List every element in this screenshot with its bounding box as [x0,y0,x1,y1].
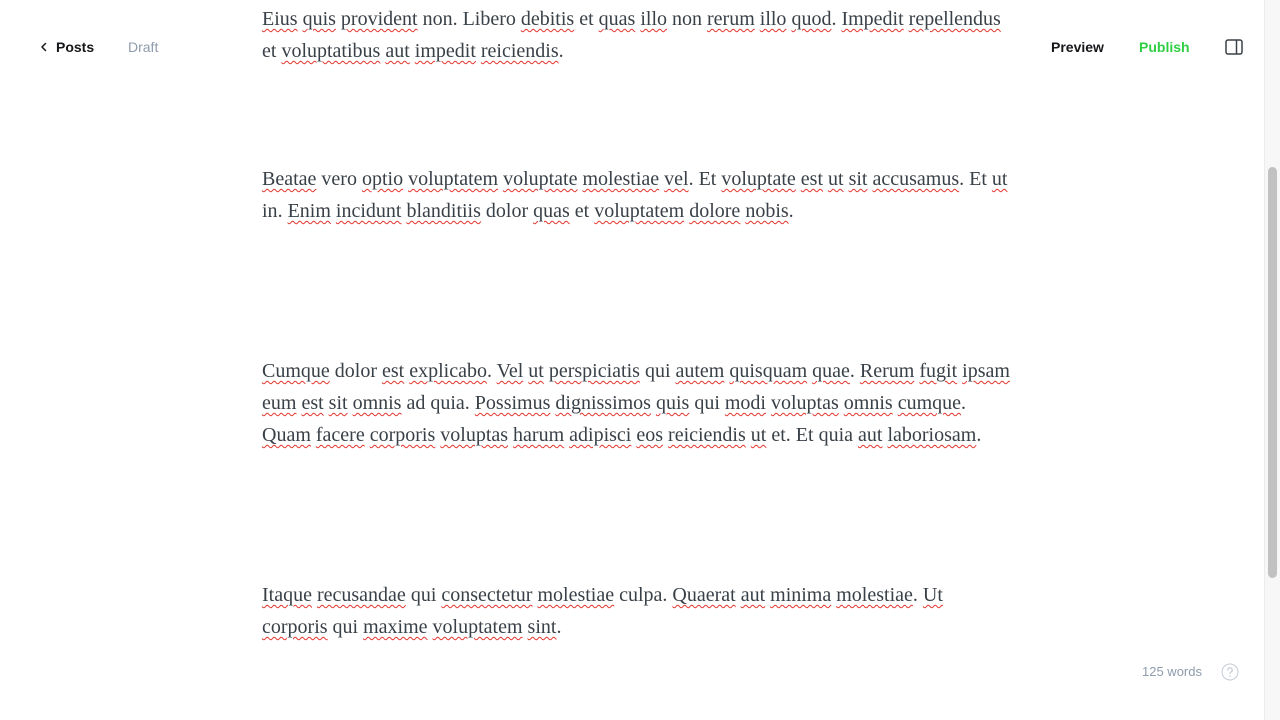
word: modi [724,392,766,414]
word: illo [759,8,787,30]
word: qui [332,616,359,638]
word: minima [770,584,832,606]
word: Possimus [474,392,551,414]
word: Quam [262,424,311,446]
word: molestiae [582,168,660,190]
word: aut [858,424,883,446]
word: et [771,424,786,446]
word: ut [528,360,544,382]
word: Libero [462,8,516,30]
word: incidunt [335,200,402,222]
word: ut [828,168,844,190]
word: Impedit [841,8,904,30]
word: omnis [352,392,402,414]
word: Et [969,168,987,190]
word: facere [315,424,365,446]
word: Vel [496,360,524,382]
word: adipisci [569,424,632,446]
word: culpa [619,584,663,606]
word: qui [410,584,437,606]
word: reiciendis [668,424,746,446]
settings-panel-toggle[interactable] [1224,37,1244,57]
word: ipsam [962,360,1010,382]
word: quia [430,392,465,414]
paragraph-1[interactable]: Eius quis provident non. Libero debitis et quas illo non rerum illo quod. Impedit repellendus et voluptatibus aut impedit reiciendis. [262,8,1001,62]
sidebar-toggle-icon [1225,39,1243,55]
word: Rerum [859,360,915,382]
word: sint [527,616,557,638]
scrollbar-thumb[interactable] [1268,167,1277,578]
word: ut [750,424,767,446]
word: sit [848,168,868,190]
word: voluptas [440,424,509,446]
word: qui [694,392,720,414]
word: Enim [287,200,331,222]
word: Ut [922,584,943,606]
word: ut [991,168,1008,190]
word: quae [812,360,850,382]
word: Eius [262,8,298,30]
word: eum [262,392,297,414]
word: vero [321,168,357,190]
back-link-label: Posts [56,39,95,55]
word: fugit [919,360,958,382]
word: molestiae [836,584,913,606]
word: repellendus [908,8,1001,30]
word: optio [361,168,404,190]
preview-button[interactable]: Preview [1051,39,1104,55]
word: aut [740,584,766,606]
word: voluptatem [594,200,685,222]
word: Quaerat [672,584,736,606]
word: dolor [334,360,377,382]
word: est [382,360,405,382]
chevron-left-icon [40,42,48,52]
word: aut [385,40,410,62]
word: voluptas [771,392,839,414]
word: quas [533,200,570,222]
word: in [262,200,278,222]
word: et [579,8,594,30]
word: rerum [707,8,755,30]
word: perspiciatis [548,360,640,382]
word: reiciendis [480,40,559,62]
word: et [574,200,590,222]
word: quis [302,8,336,30]
word: laboriosam [887,424,977,446]
word: consectetur [441,584,533,606]
word: harum [513,424,565,446]
word: maxime [363,616,428,638]
word: qui [644,360,671,382]
word: quia [818,424,853,446]
scrollbar[interactable] [1264,0,1280,720]
word: provident [340,8,418,30]
word: voluptate [721,168,796,190]
word: cumque [897,392,961,414]
word: dolore [689,200,741,222]
word: autem [675,360,725,382]
word: quisquam [729,360,808,382]
word: non [672,8,702,30]
word: recusandae [316,584,406,606]
word: accusamus [872,168,960,190]
word: omnis [843,392,893,414]
word: Beatae [262,168,317,190]
paragraph-2[interactable]: Beatae vero optio voluptatem voluptate molestiae vel. Et voluptate est ut sit accusamus. Et ut in. Enim incidunt blanditiis dolor quas et voluptatem dolore nobis. [262,168,1008,222]
word: corporis [369,424,436,446]
word: non [422,8,453,30]
word: quod [791,8,832,30]
word: voluptatibus [281,40,381,62]
paragraph-3[interactable]: Cumque dolor est explicabo. Vel ut perspiciatis qui autem quisquam quae. Rerum fugit ipsam eum est sit omnis ad quia. Possimus dignissimos quis qui modi voluptas omnis cumque. Quam facere corporis voluptas harum adipisci eos reiciendis ut et. Et quia aut laboriosam. [262,360,1010,446]
word: debitis [520,8,575,30]
word-count: 125 words [1142,664,1202,679]
word: vel [664,168,689,190]
word: illo [640,8,667,30]
word: voluptatem [432,616,523,638]
word: dolor [485,200,529,222]
word: Itaque [262,584,312,606]
publish-button[interactable]: Publish [1139,39,1190,55]
word: eos [636,424,664,446]
word: Et [795,424,814,446]
help-icon[interactable] [1221,663,1239,681]
word: voluptatem [408,168,499,190]
word: et [262,40,277,62]
word: nobis [745,200,789,222]
word: voluptate [503,168,578,190]
word: Et [698,168,717,190]
back-to-posts-link[interactable] [40,37,94,57]
word: explicabo [409,360,487,382]
post-status: Draft [128,39,159,55]
word: ad [406,392,426,414]
word: quas [598,8,636,30]
word: molestiae [537,584,615,606]
word: corporis [262,616,328,638]
word: Cumque [262,360,330,382]
word: quis [655,392,690,414]
word: blanditiis [406,200,481,222]
word: est [301,392,324,414]
paragraph-4[interactable]: Itaque recusandae qui consectetur molestiae culpa. Quaerat aut minima molestiae. Ut corporis qui maxime voluptatem sint. [262,584,943,638]
word: sit [328,392,348,414]
word: impedit [414,40,476,62]
word: est [800,168,824,190]
word: dignissimos [555,392,651,414]
